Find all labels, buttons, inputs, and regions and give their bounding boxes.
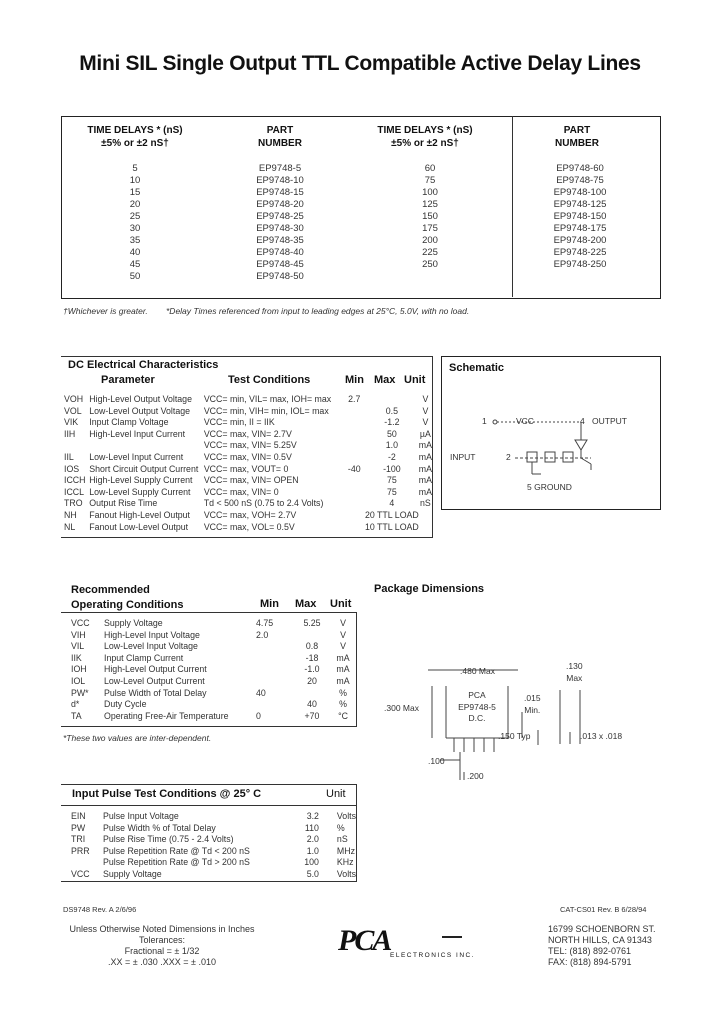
dc-unit: mA (418, 486, 432, 497)
dc-unit: V (422, 394, 429, 404)
ipt-row (71, 823, 356, 835)
ipt-bottom-rule (61, 881, 357, 882)
ipt-symbol: TRI (71, 834, 86, 845)
ipt-row (71, 857, 356, 869)
dc-conditions: VCC= max, VOL= 0.5V (203, 521, 295, 532)
dc-max: -2 (387, 451, 396, 462)
roc-max (294, 688, 330, 700)
page-title: Mini SIL Single Output TTL Compatible Active Delay Lines (79, 52, 641, 75)
ipt-unit: nS (336, 834, 348, 845)
roc-title: Recommended Operating Conditions (71, 584, 184, 611)
ipt-top-rule (61, 784, 357, 785)
roc-min (256, 664, 294, 676)
dc-conditions: VCC= max, VIN= 0 (203, 486, 279, 497)
dc-max: 4 (389, 498, 395, 509)
dc-symbol: VOH (64, 394, 84, 404)
pca-logo-sub: ELECTRONICS INC. (390, 952, 476, 959)
dc-max: 75 (386, 486, 397, 497)
dc-hdr-max: Max (374, 374, 396, 386)
roc-max: -18 (305, 652, 319, 663)
dc-max: -100 (383, 463, 401, 474)
dc-row (64, 429, 432, 441)
roc-max: 5.25 (303, 618, 321, 628)
dc-row (64, 464, 432, 476)
address: 16799 SCHOENBORN ST. NORTH HILLS, CA 91343 TEL: (818) 892-0761 FAX: (818) 894-5791 (548, 924, 656, 967)
roc-max: -1.0 (304, 664, 320, 675)
dc-unit: V (422, 417, 429, 428)
dc-symbol: VOL (64, 405, 82, 416)
roc-row (71, 664, 356, 676)
dc-parameter: Short Circuit Output Current (89, 463, 199, 474)
dc-max: -1.2 (384, 417, 400, 428)
left-parts-column: EP9748-5 EP9748-10 EP9748-15 EP9748-20 EP9748-25 EP9748-30 EP9748-35 EP9748-40 EP9748-45 EP9748-50 (256, 163, 304, 282)
dc-min: 2.7 (348, 394, 361, 404)
ipt-value: 5.0 (306, 868, 319, 879)
dc-min (344, 406, 365, 418)
roc-unit: % (339, 699, 347, 710)
roc-min: 0 (256, 710, 261, 721)
dc-min (344, 440, 365, 452)
roc-parameter: Low-Level Input Voltage (104, 641, 198, 652)
ipt-unit: MHz (336, 845, 356, 856)
header-part-right: PART NUMBER (555, 125, 599, 149)
dc-row (64, 510, 432, 522)
dc-min (344, 452, 365, 464)
roc-row (71, 676, 356, 688)
roc-parameter: Supply Voltage (104, 618, 163, 628)
dc-unit: mA (418, 475, 432, 486)
dc-parameter: Low-Level Output Voltage (89, 405, 191, 416)
roc-hdr-max: Max (295, 598, 317, 610)
ipt-parameter: Pulse Repetition Rate @ Td > 200 nS (103, 857, 250, 868)
package-title: Package Dimensions (374, 583, 485, 595)
dc-symbol: TRO (64, 498, 83, 509)
ipt-row (71, 846, 356, 858)
roc-unit: V (340, 618, 346, 628)
roc-min: 2.0 (256, 629, 269, 640)
dim-100: .100 (428, 756, 445, 766)
dc-max: 75 (386, 475, 397, 486)
right-parts-column: EP9748-60 EP9748-75 EP9748-100 EP9748-125 EP9748-150 EP9748-175 EP9748-200 EP9748-225 EP9748-250 (553, 163, 607, 270)
ipt-parameter: Pulse Input Voltage (103, 811, 179, 821)
dc-symbol: IIH (64, 428, 76, 439)
dc-parameter: Output Rise Time (89, 498, 158, 509)
dc-right-rule (432, 356, 433, 538)
dim-480: .480 Max (460, 666, 495, 676)
roc-unit: °C (338, 710, 348, 721)
roc-min (256, 653, 294, 665)
ipt-value: 3.2 (306, 811, 319, 821)
roc-max: 0.8 (305, 641, 319, 652)
dc-min (344, 522, 365, 534)
right-delays-column: 60 75 100 125 150 175 200 225 250 (422, 163, 438, 270)
ipt-unit: KHz (336, 857, 354, 868)
dc-conditions: VCC= max, VIN= 0.5V (203, 451, 292, 462)
roc-right-rule (356, 612, 357, 727)
roc-parameter: Input Clamp Current (104, 652, 184, 663)
dc-symbol: NH (64, 509, 77, 520)
dc-top-rule (61, 356, 433, 357)
package-drawing (410, 660, 700, 800)
dc-row (64, 522, 432, 534)
ipt-unit: Volts (336, 811, 356, 821)
schematic-pin1: 1 (482, 416, 487, 426)
dc-min (344, 475, 365, 487)
header-time-delays-left: TIME DELAYS * (nS) ±5% or ±2 nS† (87, 125, 183, 149)
dc-row (64, 452, 432, 464)
roc-symbol: VIL (71, 641, 85, 652)
roc-max: 40 (307, 699, 317, 710)
dc-row (64, 487, 432, 499)
pca-logo-mark: PCA (338, 924, 391, 957)
roc-unit: V (340, 629, 346, 640)
schematic-ground: 5 GROUND (527, 482, 572, 492)
dc-max (365, 394, 419, 406)
roc-min (256, 676, 294, 688)
ipt-table (71, 811, 356, 881)
dc-min (344, 510, 365, 522)
dc-symbol: VIK (64, 417, 79, 428)
roc-row (71, 699, 356, 711)
dc-max: 0.5 (385, 405, 398, 416)
roc-hdr-min: Min (260, 598, 279, 610)
dc-conditions: VCC= max, VIN= OPEN (203, 475, 299, 486)
ipt-row (71, 869, 356, 881)
schematic-vcc: VCC (516, 416, 534, 426)
roc-parameter: Operating Free-Air Temperature (104, 710, 229, 721)
dim-200: .200 (467, 771, 484, 781)
ipt-row (71, 811, 356, 823)
roc-min: 40 (256, 687, 266, 698)
dim-300: .300 Max (384, 703, 419, 713)
ipt-unit: % (336, 822, 345, 833)
schematic-output: OUTPUT (592, 416, 627, 426)
roc-top-rule (61, 612, 357, 613)
dc-unit (419, 510, 432, 522)
dim-130: .130 Max (566, 661, 583, 683)
dc-max: 50 (386, 428, 397, 439)
roc-min (256, 699, 294, 711)
dc-max: 10 TTL LOAD (364, 521, 419, 532)
ipt-parameter: Pulse Width % of Total Delay (103, 822, 216, 833)
dc-row (64, 498, 432, 510)
dc-symbol: NL (64, 521, 76, 532)
dc-parameter: Fanout High-Level Output (89, 509, 191, 520)
ipt-symbol: EIN (71, 811, 86, 821)
ipt-header-rule (61, 805, 357, 806)
dc-parameter: Input Clamp Voltage (89, 417, 169, 428)
dc-min (344, 429, 365, 441)
roc-symbol: PW* (71, 687, 89, 698)
roc-parameter: High-Level Output Current (104, 664, 207, 675)
ipt-parameter: Supply Voltage (103, 868, 162, 879)
dc-symbol: IIL (64, 451, 74, 462)
dc-row (64, 440, 432, 452)
ipt-parameter: Pulse Rise Time (0.75 - 2.4 Volts) (103, 834, 234, 845)
dc-parameter (89, 440, 204, 452)
dc-parameter: Low-Level Input Current (89, 451, 184, 462)
tolerances: Unless Otherwise Noted Dimensions in Inches Tolerances: Fractional = ± 1/32 .XX = ± .030 .XXX = ± .010 (69, 924, 255, 967)
roc-max: 20 (307, 675, 317, 686)
roc-symbol: IOL (71, 675, 86, 686)
ipt-row (71, 834, 356, 846)
roc-parameter: Low-Level Output Current (104, 675, 205, 686)
roc-unit: V (340, 641, 346, 652)
footnote-whichever: †Whichever is greater. (63, 306, 148, 316)
roc-unit: mA (336, 675, 350, 686)
roc-max: +70 (304, 710, 320, 721)
ipt-symbol (71, 857, 103, 869)
header-part-left: PART NUMBER (258, 125, 302, 149)
dc-unit: µA (419, 428, 431, 439)
dc-hdr-test-conditions: Test Conditions (228, 374, 311, 386)
footer-left-code: DS9748 Rev. A 2/6/96 (63, 905, 137, 914)
dc-hdr-parameter: Parameter (101, 374, 155, 386)
dc-symbol (64, 440, 89, 452)
roc-symbol: IIK (71, 652, 82, 663)
dc-conditions: VCC= max, VIN= 2.7V (203, 428, 292, 439)
dc-max: 20 TTL LOAD (364, 509, 419, 520)
dc-conditions: VCC= max, VOH= 2.7V (203, 509, 297, 520)
pca-logo (320, 924, 480, 964)
dc-conditions: VCC= max, VOUT= 0 (203, 463, 289, 474)
dc-conditions: VCC= min, VIH= min, IOL= max (203, 405, 329, 416)
roc-row (71, 711, 356, 723)
dc-symbol: ICCL (64, 486, 85, 497)
dc-table (64, 394, 432, 533)
roc-hdr-unit: Unit (330, 598, 352, 610)
roc-symbol: d* (71, 699, 80, 710)
roc-unit: mA (336, 664, 350, 675)
dc-unit: mA (418, 440, 432, 451)
ipt-symbol: PRR (71, 845, 90, 856)
dc-hdr-min: Min (345, 374, 364, 386)
ipt-title: Input Pulse Test Conditions @ 25° C (72, 788, 262, 800)
ipt-unit: Volts (336, 868, 356, 879)
dc-hdr-unit: Unit (404, 374, 426, 386)
ipt-value: 110 (304, 822, 319, 833)
dc-row (64, 406, 432, 418)
roc-min (256, 641, 294, 653)
header-time-delays-right: TIME DELAYS * (nS) ±5% or ±2 nS† (377, 125, 473, 149)
dc-conditions: VCC= max, VIN= 5.25V (203, 440, 297, 451)
dc-min (344, 417, 365, 429)
dc-unit: mA (418, 463, 432, 474)
roc-symbol: TA (71, 710, 82, 721)
dim-015: .015 Min. (524, 693, 541, 715)
dc-conditions: Td < 500 nS (0.75 to 2.4 Volts) (203, 498, 324, 509)
dim-150: .150 Typ (498, 731, 531, 741)
dc-min: -40 (347, 463, 361, 474)
ipt-value: 100 (304, 857, 319, 868)
dc-conditions: VCC= min, VIL= max, IOH= max (203, 394, 332, 404)
ipt-symbol: PW (71, 822, 86, 833)
schematic-title: Schematic (449, 362, 505, 374)
dc-min (344, 487, 365, 499)
schematic-pin2: 2 (506, 452, 511, 462)
package-marking: PCA EP9748-5 D.C. (458, 690, 496, 723)
dc-min (344, 498, 365, 510)
dc-unit: nS (420, 498, 431, 509)
dc-max: 1.0 (385, 440, 398, 451)
dc-conditions: VCC= min, II = IIK (203, 417, 275, 428)
roc-parameter: Pulse Width of Total Delay (104, 687, 207, 698)
roc-unit: mA (336, 652, 350, 663)
schematic-input: INPUT (450, 452, 476, 462)
dc-parameter: Low-Level Supply Current (89, 486, 191, 497)
dc-bottom-rule (61, 537, 433, 538)
dim-013: .013 x .018 (580, 731, 623, 741)
footnote-delay-times: *Delay Times referenced from input to leading edges at 25°C, 5.0V, with no load. (166, 306, 470, 316)
dc-parameter: High-Level Output Voltage (89, 394, 192, 404)
dc-unit: mA (418, 451, 432, 462)
dc-row (64, 417, 432, 429)
dc-row (64, 394, 432, 406)
dc-unit: V (422, 405, 429, 416)
dc-symbol: ICCH (64, 475, 86, 486)
footer-right-code: CAT-CS01 Rev. B 6/28/94 (560, 905, 647, 914)
roc-bottom-rule (61, 726, 357, 727)
roc-symbol: VIH (71, 629, 86, 640)
ipt-symbol: VCC (71, 868, 90, 879)
ipt-unit-hdr: Unit (326, 788, 346, 800)
left-delays-column: 5 10 15 20 25 30 35 40 45 50 (129, 163, 141, 282)
dc-unit (419, 522, 432, 534)
roc-row (71, 630, 356, 642)
roc-row (71, 688, 356, 700)
roc-symbol: IOH (71, 664, 87, 675)
dc-symbol: IOS (64, 463, 80, 474)
roc-footnote: *These two values are inter-dependent. (63, 733, 212, 743)
roc-parameter: Duty Cycle (104, 699, 147, 710)
roc-row (71, 641, 356, 653)
delay-table-divider (512, 116, 513, 297)
ipt-parameter: Pulse Repetition Rate @ Td < 200 nS (103, 845, 250, 856)
roc-max (294, 630, 330, 642)
roc-table (71, 618, 356, 722)
roc-symbol: VCC (71, 618, 90, 628)
ipt-right-rule (356, 784, 357, 882)
roc-parameter: High-Level Input Voltage (104, 629, 200, 640)
roc-row (71, 618, 356, 630)
schematic-pin4: 4 (580, 416, 585, 426)
roc-row (71, 653, 356, 665)
ipt-value: 1.0 (306, 845, 319, 856)
dc-parameter: Fanout Low-Level Output (89, 521, 189, 532)
ipt-value: 2.0 (306, 834, 319, 845)
dc-title: DC Electrical Characteristics (68, 359, 219, 371)
logo-dash (442, 936, 462, 938)
dc-row (64, 475, 432, 487)
roc-unit: % (339, 687, 347, 698)
dc-parameter: High-Level Supply Current (89, 475, 193, 486)
dc-parameter: High-Level Input Current (89, 428, 186, 439)
roc-min: 4.75 (256, 618, 274, 628)
